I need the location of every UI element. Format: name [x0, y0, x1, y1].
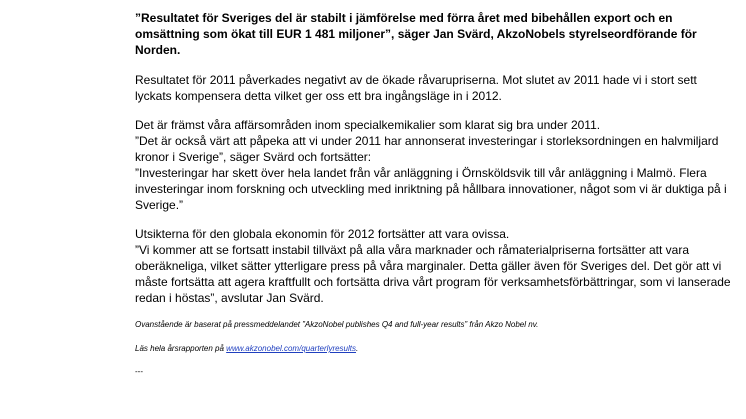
investments-line-2: ”Det är också värt att påpeka att vi under 2011 har annonserat investeringar i storleksordningen en halvmiljard kronor i Sverige”, säger Svärd och fortsätter: — [135, 134, 719, 164]
report-prefix: Läs hela årsrapporten på — [135, 344, 227, 353]
investments-line-1: Det är främst våra affärsområden inom specialkemikalier som klarat sig bra under 2011. — [135, 118, 601, 132]
investments-line-3: ”Investeringar har skett över hela landet från vår anläggning i Örnsköldsvik till vår anläggning i Malmö. Flera investeringar inom forskning och utveckling med inriktning på hållbara innovationer, något som vi är duktiga på i Sverige.” — [135, 166, 727, 212]
outlook-line-2: ”Vi kommer att se fortsatt instabil tillväxt på alla våra marknader och råmaterialpriserna fortsätter att vara oberäkneliga, vilket sätter ytterligare press på våra marginaler. Detta gäller även för Sveriges del. Det gör att vi måste fortsätta att agera kraftfullt och fortsätta driva vårt program för verksamhetsförbättringar, som vi lanserade redan i höstas”, avslutar Jan Svärd. — [135, 243, 731, 305]
report-suffix: . — [356, 344, 359, 353]
outlook-line-1: Utsikterna för den globala ekonomin för 2012 fortsätter att vara ovissa. — [135, 227, 510, 241]
paragraph-investments — [135, 117, 735, 213]
report-note — [135, 343, 735, 354]
separator: --- — [135, 367, 143, 376]
press-release-body — [135, 10, 735, 377]
report-link[interactable]: www.akzonobel.com/quarterlyresults — [226, 344, 357, 353]
paragraph-results: Resultatet för 2011 påverkades negativt av de ökade råvarupriserna. Mot slutet av 2011 hade vi i stort sett lyckats kompensera detta vilket ger oss ett bra ingångsläge in i 2012. — [135, 73, 697, 103]
lead-quote: ”Resultatet för Sveriges del är stabilt i jämförelse med förra året med bibehållen export och en omsättning som ökat till EUR 1 481 miljoner”, säger Jan Svärd, AkzoNobels styrelseordförande för Norden. — [135, 11, 697, 57]
source-note: Ovanstående är baserat på pressmeddelandet ”AkzoNobel publishes Q4 and full-year results” från Akzo Nobel nv. — [135, 320, 539, 329]
paragraph-outlook — [135, 226, 735, 306]
